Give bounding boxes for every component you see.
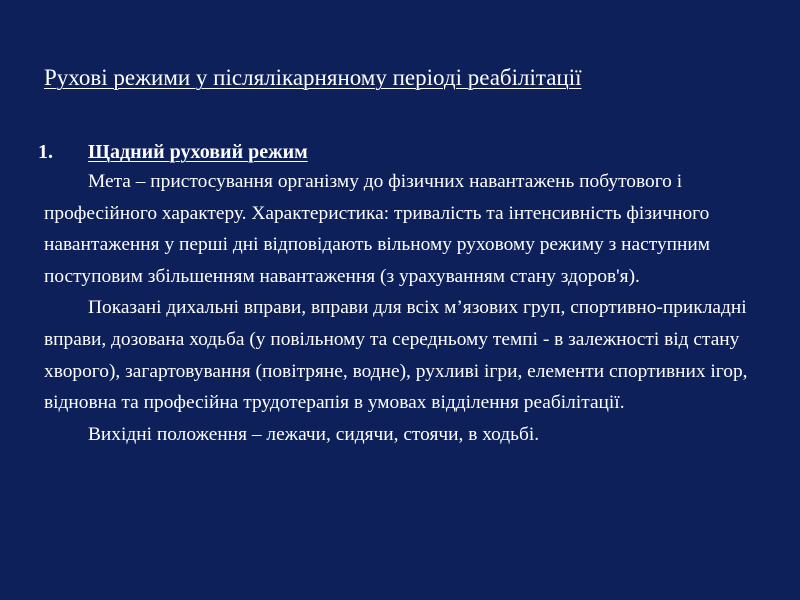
indications-paragraph: Показані дихальні вправи, вправи для всіх м’язових груп, спортивно-прикладні вправи, дозована ходьба (у повільному та середньому темпі - в залежності від стану хворого), загартовування (повітряне, водне), рухливі ігри, елементи спортивних ігор, відновна та професійна трудотерапія в умовах відділення реабілітації. [44, 297, 748, 414]
positions-paragraph: Вихідні положення – лежачи, сидячи, стоячи, в ходьбі. [88, 423, 540, 445]
list-item-number: 1. [38, 141, 53, 163]
numbered-list [38, 138, 768, 450]
goal-paragraph: Мета – пристосування організму до фізичних навантажень побутового і професійного характеру. Характеристика: тривалість та інтенсивність фізичного навантаження у перші дні відповідають вільному руховому режиму з наступним поступовим збільшенням навантаження (з урахуванням стану здоров'я). [44, 171, 711, 287]
slide-title: Рухові режими у післялікарняному періоді реабілітації [44, 65, 582, 90]
list-item-header [38, 138, 768, 166]
list-item-heading: Щадний руховий режим [88, 141, 308, 163]
